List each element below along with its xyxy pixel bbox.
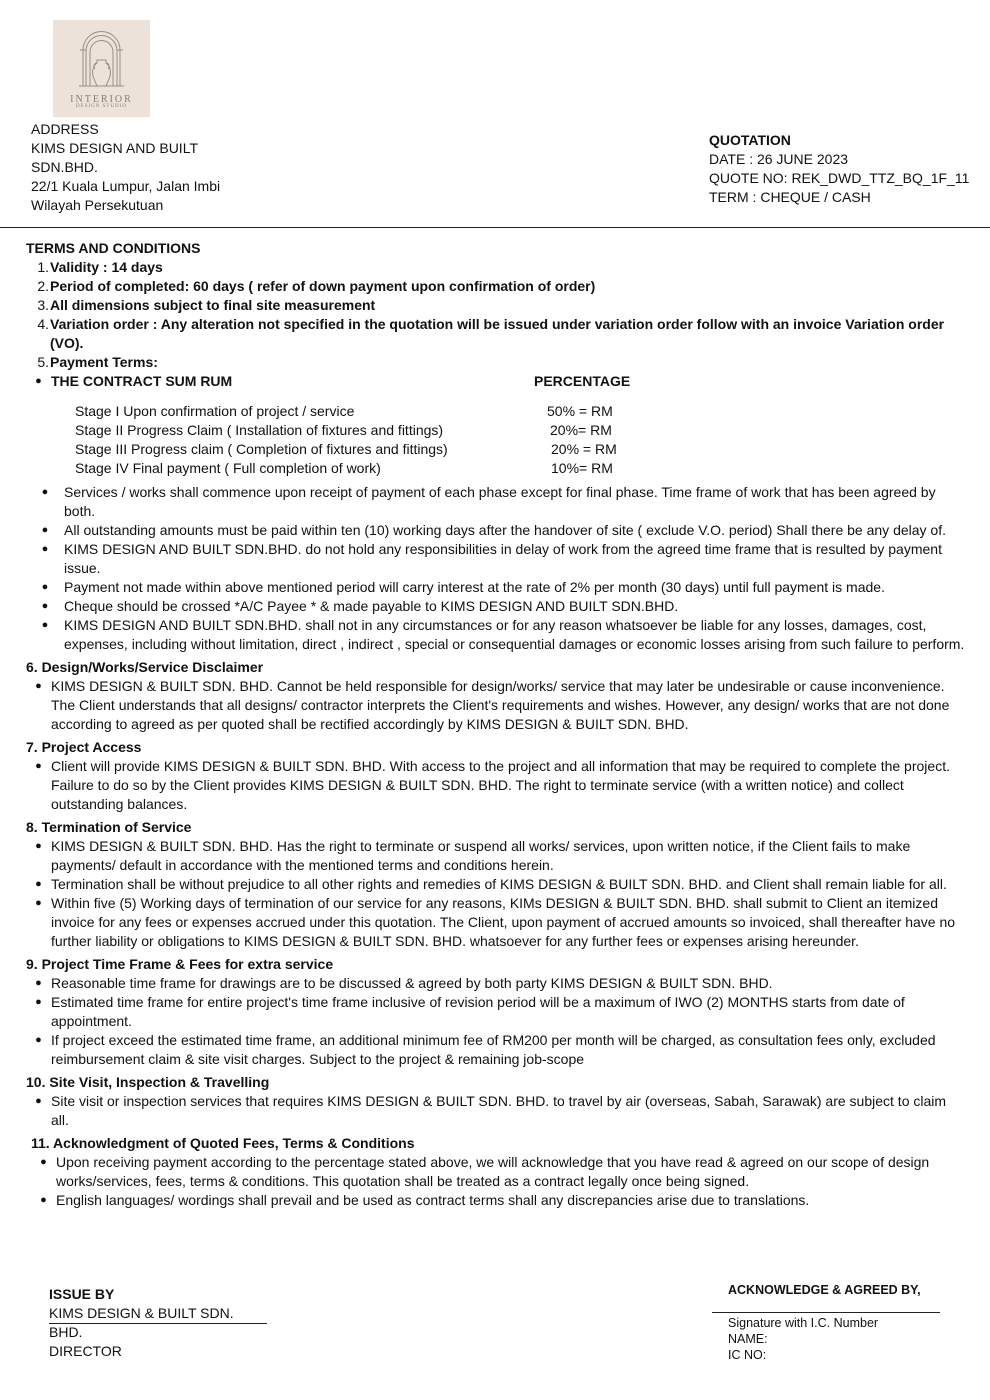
section-title: 6. Design/Works/Service Disclaimer	[26, 659, 264, 675]
bullet-icon: ●	[35, 977, 42, 989]
section-bullet: ● English languages/ wordings shall prevail and be used as contract terms shall any discrepancies arise due to translations.	[26, 1191, 966, 1210]
payment-bullet: ● All outstanding amounts must be paid within ten (10) working days after the handover of site ( exclude V.O. period) Shall there be any delay of.	[26, 521, 966, 540]
address-line: SDN.BHD.	[31, 159, 98, 175]
section-bullet: ● Site visit or inspection services that requires KIMS DESIGN & BUILT SDN. BHD. to travel by air (overseas, Sabah, Sarawak) are subject to claim all.	[26, 1092, 966, 1130]
section-bullet: ● Within five (5) Working days of termination of our service for any reasons, KIMs DESIGN & BUILT SDN. BHD. shall submit to Client an itemized invoice for any fees or expenses accrued under this quotation. The Client, upon payment of accrued amounts so invoiced, shall thereafter have no further liability or obligations to KIMS DESIGN & BUILT SDN. BHD. whatsoever for any further fees or expenses arising hereunder.	[26, 894, 966, 951]
payment-bullet: ● Services / works shall commence upon receipt of payment of each phase except for final phase. Time frame of work that has been agreed by both.	[26, 483, 966, 521]
quotation-info	[709, 131, 989, 207]
terms-item: 2. Period of completed: 60 days ( refer of down payment upon confirmation of order)	[37, 278, 596, 294]
payment-bullet: ● KIMS DESIGN AND BUILT SDN.BHD. do not hold any responsibilities in delay of work from the agreed time frame that is resulted by payment issue.	[26, 540, 966, 578]
bullet-icon: ●	[35, 897, 42, 909]
ic-label: IC NO:	[728, 1348, 767, 1362]
issuer-name: KIMS DESIGN & BUILT SDN.	[49, 1305, 234, 1321]
issuer-name-cont: BHD.	[49, 1324, 83, 1340]
address-line: KIMS DESIGN AND BUILT	[31, 140, 198, 156]
bullet-icon: ●	[41, 486, 49, 498]
client-signature-block	[728, 1315, 968, 1363]
bullet-icon: ●	[35, 840, 42, 852]
quote-number: QUOTE NO: REK_DWD_TTZ_BQ_1F_11	[709, 170, 970, 186]
payment-stage: Stage IV Final payment ( Full completion of work) 10%= RM	[75, 460, 613, 476]
company-address	[31, 120, 271, 215]
company-logo	[53, 20, 150, 117]
address-line: Wilayah Persekutuan	[31, 197, 164, 213]
issuer-signature-line	[49, 1323, 267, 1324]
section-title: 10. Site Visit, Inspection & Travelling	[26, 1074, 270, 1090]
section-bullet: ● Estimated time frame for entire project's time frame inclusive of revision period will be a maximum of IWO (2) MONTHS starts from date of appointment.	[26, 993, 966, 1031]
address-label: ADDRESS	[31, 121, 99, 137]
section-title: 11. Acknowledgment of Quoted Fees, Terms & Conditions	[31, 1135, 415, 1151]
payment-stage: Stage II Progress Claim ( Installation of fixtures and fittings) 20%= RM	[75, 422, 612, 438]
name-label: NAME:	[728, 1332, 768, 1346]
bullet-icon: ●	[41, 600, 49, 612]
section-title: 8. Termination of Service	[26, 819, 192, 835]
section-bullet: ● KIMS DESIGN & BUILT SDN. BHD. Has the right to terminate or suspend all works/ services, upon written notice, if the Client fails to make payments/ default in accordance with the mentioned terms and conditions herein.	[26, 837, 966, 875]
bullet-icon: ●	[35, 878, 42, 890]
logo-word: INTERIOR	[70, 94, 133, 105]
bullet-icon: ●	[35, 1034, 42, 1046]
acknowledge-title: ACKNOWLEDGE & AGREED BY,	[728, 1283, 921, 1297]
bullet-icon: ●	[35, 996, 42, 1008]
payment-stage: Stage III Progress claim ( Completion of fixtures and fittings) 20% = RM	[75, 441, 617, 457]
bullet-icon: ●	[40, 1156, 47, 1168]
bullet-icon: ●	[41, 581, 49, 593]
percentage-label: PERCENTAGE	[534, 373, 631, 389]
terms-item: 5. Payment Terms:	[37, 354, 158, 370]
quotation-date: DATE : 26 JUNE 2023	[709, 151, 849, 167]
quotation-title: QUOTATION	[709, 132, 791, 148]
section-bullet: ● Client will provide KIMS DESIGN & BUILT SDN. BHD. With access to the project and all information that may be required to complete the project. Failure to do so by the Client provides KIMS DESIGN & BUILT SDN. BHD. The right to terminate service (with a written notice) and collect outstanding balances.	[26, 757, 966, 814]
bullet-icon: ●	[35, 760, 42, 772]
contract-sum-header	[26, 372, 966, 391]
terms-item: 4. Variation order : Any alteration not specified in the quotation will be issued under variation order follow with an invoice Variation order (VO).	[37, 316, 945, 351]
bullet-icon: ●	[41, 619, 49, 631]
section-title: 9. Project Time Frame & Fees for extra service	[26, 956, 334, 972]
section-bullet: ● Upon receiving payment according to the percentage stated above, we will acknowledge that you have read & agreed on our scope of design works/services, fees, terms & conditions. This quotation shall be treated as a contract legally once being signed.	[26, 1153, 966, 1191]
section-bullet: ● Termination shall be without prejudice to all other rights and remedies of KIMS DESIGN & BUILT SDN. BHD. and Client shall remain liable for all.	[26, 875, 966, 894]
section-bullet: ● Reasonable time frame for drawings are to be discussed & agreed by both party KIMS DESIGN & BUILT SDN. BHD.	[26, 974, 966, 993]
terms-content	[26, 239, 966, 1210]
terms-item: 3. All dimensions subject to final site measurement	[37, 297, 376, 313]
terms-heading: TERMS AND CONDITIONS	[26, 240, 201, 256]
bullet-icon: ●	[35, 680, 42, 692]
payment-bullet: ● Cheque should be crossed *A/C Payee * & made payable to KIMS DESIGN AND BUILT SDN.BHD.	[26, 597, 966, 616]
bullet-icon: ●	[35, 375, 42, 387]
payment-term: TERM : CHEQUE / CASH	[709, 189, 871, 205]
payment-bullet: ● Payment not made within above mentioned period will carry interest at the rate of 2% per month (30 days) until full payment is made.	[26, 578, 966, 597]
header-divider	[0, 227, 990, 228]
bullet-icon: ●	[35, 1095, 42, 1107]
section-title: 7. Project Access	[26, 739, 142, 755]
logo-subtitle: DESIGN STUDIO	[76, 104, 127, 109]
contract-sum-label: THE CONTRACT SUM RUM	[51, 373, 233, 389]
bullet-icon: ●	[41, 524, 49, 536]
bullet-icon: ●	[40, 1194, 47, 1206]
payment-stage: Stage I Upon confirmation of project / service 50% = RM	[75, 403, 613, 419]
payment-bullet: ● KIMS DESIGN AND BUILT SDN.BHD. shall not in any circumstances or for any reason whatsoever be liable for any losses, damages, cost, expenses, including without limitation, direct , indirect , special or consequential damages or economic losses arising from such failure to perform.	[26, 616, 966, 654]
section-bullet: ● If project exceed the estimated time frame, an additional minimum fee of RM200 per month will be charged, as consultation fees only, excluded reimbursement claim & site visit charges. Subject to the project & remaining job-scope	[26, 1031, 966, 1069]
address-line: 22/1 Kuala Lumpur, Jalan Imbi	[31, 178, 221, 194]
client-signature-line	[712, 1312, 940, 1313]
terms-item: 1. Validity : 14 days	[37, 259, 163, 275]
issuer-role: DIRECTOR	[49, 1343, 122, 1359]
section-bullet: ● KIMS DESIGN & BUILT SDN. BHD. Cannot be held responsible for design/works/ service that may later be undesirable or cause inconvenience. The Client understands that all designs/ contractor interprets the Client's requirements and wishes. However, any design/ works that are not done according to agreed as per quoted shall be rectified accordingly by KIMS DESIGN & BUILT SDN. BHD.	[26, 677, 966, 734]
bullet-icon: ●	[41, 543, 49, 555]
signature-label: Signature with I.C. Number	[728, 1316, 879, 1330]
issue-by-label: ISSUE BY	[49, 1286, 115, 1302]
